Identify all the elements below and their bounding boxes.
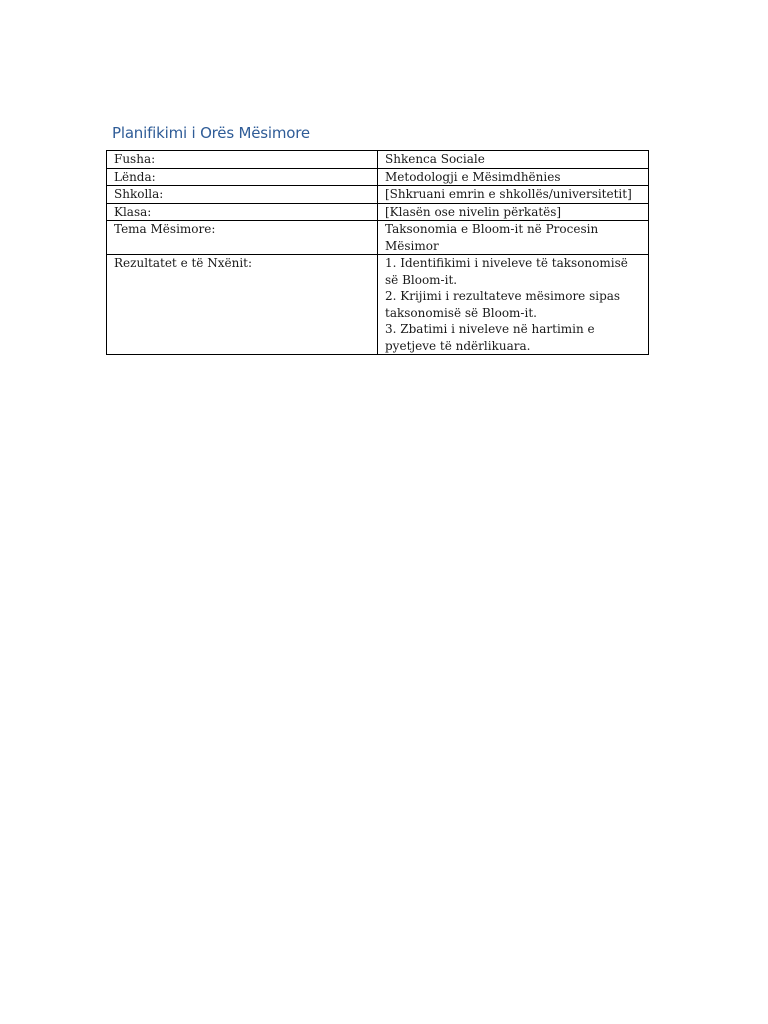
row-label-fusha: Fusha: — [107, 151, 378, 169]
row-value-fusha: Shkenca Sociale — [378, 151, 649, 169]
row-label-rezultatet: Rezultatet e të Nxënit: — [107, 255, 378, 355]
row-value-lenda: Metodologji e Mësimdhënies — [378, 168, 649, 186]
table-row — [107, 255, 649, 355]
row-value-klasa: [Klasën ose nivelin përkatës] — [378, 203, 649, 221]
row-label-klasa: Klasa: — [107, 203, 378, 221]
document-title: Planifikimi i Orës Mësimore — [112, 124, 310, 142]
row-value-rezultatet — [378, 255, 649, 355]
outcome-item: 2. Krijimi i rezultateve mësimore sipas taksonomisë së Bloom-it. — [385, 289, 621, 320]
table-row — [107, 221, 649, 255]
outcome-item: 1. Identifikimi i niveleve të taksonomisë së Bloom-it. — [385, 256, 628, 287]
lesson-plan-table — [106, 150, 649, 355]
outcome-item: 3. Zbatimi i niveleve në hartimin e pyetjeve të ndërlikuara. — [385, 322, 595, 353]
table-row — [107, 168, 649, 186]
table-row — [107, 151, 649, 169]
row-label-shkolla: Shkolla: — [107, 186, 378, 204]
row-value-shkolla: [Shkruani emrin e shkollës/universitetit] — [378, 186, 649, 204]
row-value-tema: Taksonomia e Bloom-it në Procesin Mësimor — [378, 221, 649, 255]
row-label-lenda: Lënda: — [107, 168, 378, 186]
table-row — [107, 186, 649, 204]
row-label-tema: Tema Mësimore: — [107, 221, 378, 255]
table-row — [107, 203, 649, 221]
